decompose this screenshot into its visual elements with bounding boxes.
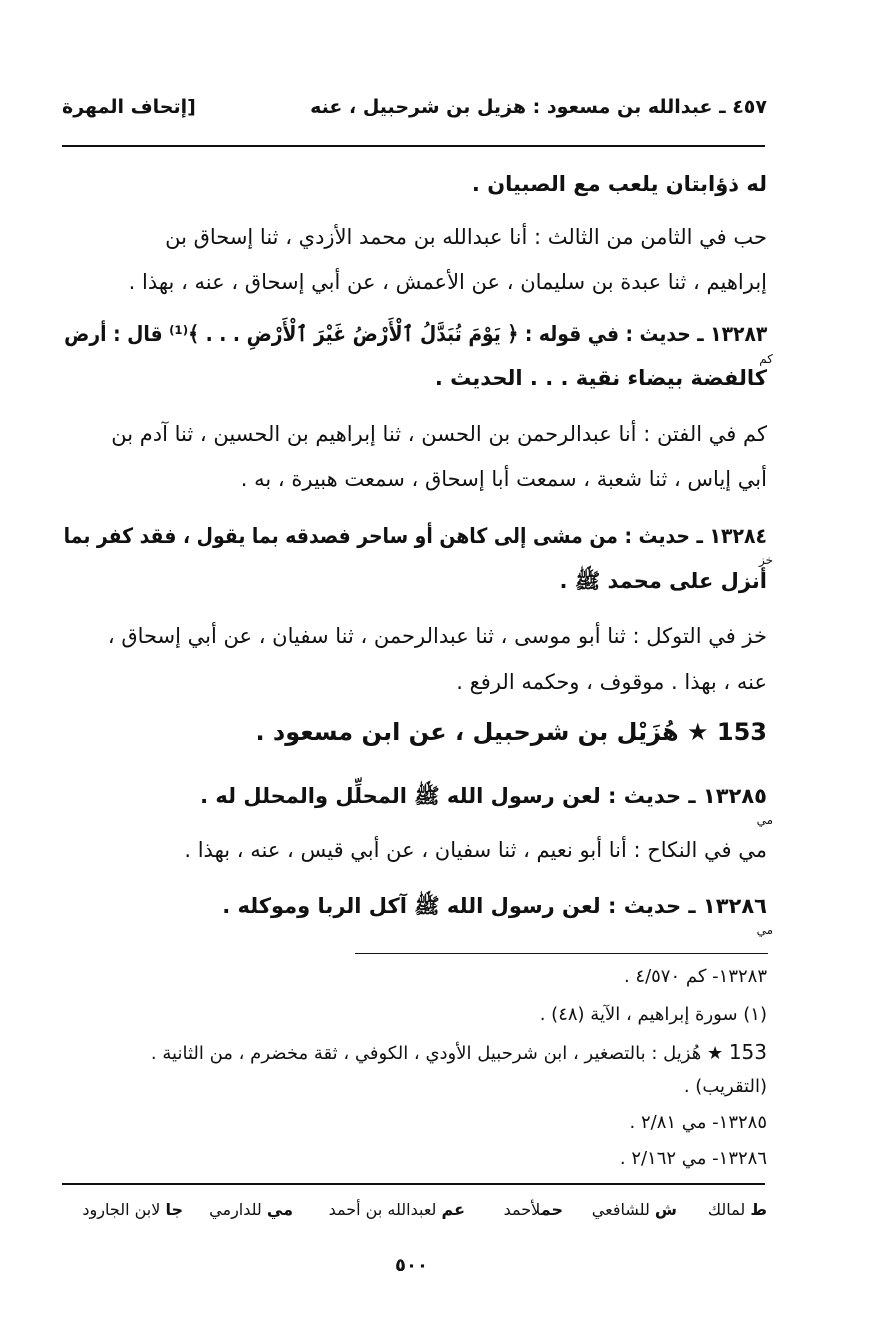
text-line-5: كالفضة بيضاء نقية . . . الحديث . [434,366,767,390]
narrator-number: 153 [716,718,767,746]
hadith-13286: ١٣٢٨٦ ـ حديث : لعن رسول الله ﷺ آكل الربا وموكله . [222,894,767,918]
sigla-mi-2: مي [756,923,773,937]
text-line-1: له ذؤابتان يلعب مع الصبيان . [471,172,767,196]
text-line-3: إبراهيم ، ثنا عبدة بن سليمان ، عن الأعمش ، عن أبي إسحاق ، عنه ، بهذا . [128,270,767,294]
text-line-2: حب في الثامن من الثالث : أنا عبدالله بن محمد الأزدي ، ثنا إسحاق بن [165,225,767,249]
bottom-rule [62,1183,765,1185]
footnote-4: (التقريب) . [683,1076,767,1097]
footnote-3 [151,1040,767,1064]
footnote-narrator-text: هُزيل : بالتصغير ، ابن شرحبيل الأودي ، الكوفي ، ثقة مخضرم ، من الثانية . [150,1043,702,1064]
page-number: ٥٠٠ [395,1255,428,1276]
text-line-11: عنه ، بهذا . موقوف ، وحكمه الرفع . [456,670,767,694]
text-line-9: أنزل على محمد ﷺ . [559,569,767,593]
hadith-13285: ١٣٢٨٥ ـ حديث : لعن رسول الله ﷺ المحلِّل والمحلل له . [200,784,767,808]
footnote-2: (١) سورة إبراهيم ، الآية (٤٨) . [539,1004,767,1025]
footnote-6: ١٣٢٨٦- مي ٢/١٦٢ . [619,1148,767,1169]
running-header-book: [إتحاف المهرة [62,96,196,118]
hadith-13283: ١٣٢٨٣ ـ حديث : في قوله : ﴿ يَوْمَ تُبَدَّلُ ٱلْأَرْضُ غَيْرَ ٱلْأَرْضِ . . . ﴾⁽¹⁾ قال : أرض [63,322,767,346]
narrator-heading [255,718,767,746]
legend-malik: ط لمالك [707,1200,767,1219]
legend-shafii: ش للشافعي [591,1200,677,1219]
legend-jarud: جا لابن الجارود [82,1200,183,1219]
text-line-14: مي في النكاح : أنا أبو نعيم ، ثنا سفيان ، عن أبي قيس ، عنه ، بهذا . [184,838,767,862]
text-line-7: أبي إياس ، ثنا شعبة ، سمعت أبا إسحاق ، سمعت هبيرة ، به . [240,467,767,491]
star-icon: ★ [687,718,709,746]
header-rule [62,145,765,147]
running-header-title: ٤٥٧ ـ عبدالله بن مسعود : هزيل بن شرحبيل ، عنه [310,96,767,118]
sigla-kam: كم [759,352,773,366]
text-line-6: كم في الفتن : أنا عبدالرحمن بن الحسن ، ثنا إبراهيم بن الحسين ، ثنا آدم بن [111,422,767,446]
text-line-10: خز في التوكل : ثنا أبو موسى ، ثنا عبدالرحمن ، ثنا سفيان ، عن أبي إسحاق ، [107,624,767,648]
footnote-5: ١٣٢٨٥- مي ٢/٨١ . [629,1112,767,1133]
legend-abdullah: عم لعبدالله بن أحمد [328,1200,465,1219]
sigla-mi-1: مي [756,813,773,827]
hadith-13284: ١٣٢٨٤ ـ حديث : من مشى إلى كاهن أو ساحر فصدقه بما يقول ، فقد كفر بما [63,524,767,548]
footnote-rule [355,953,768,954]
footnote-star-icon: ★ [706,1043,724,1064]
legend-darimi: مي للدارمي [209,1200,293,1219]
legend-ahmad: حملأحمد [503,1200,563,1219]
footnote-narrator-number: 153 [728,1040,767,1064]
footnote-1: ١٣٢٨٣- كم ٤/٥٧٠ . [623,966,767,987]
narrator-title: هُزَيْل بن شرحبيل ، عن ابن مسعود . [255,718,679,746]
sigla-khz: خز [758,553,773,567]
